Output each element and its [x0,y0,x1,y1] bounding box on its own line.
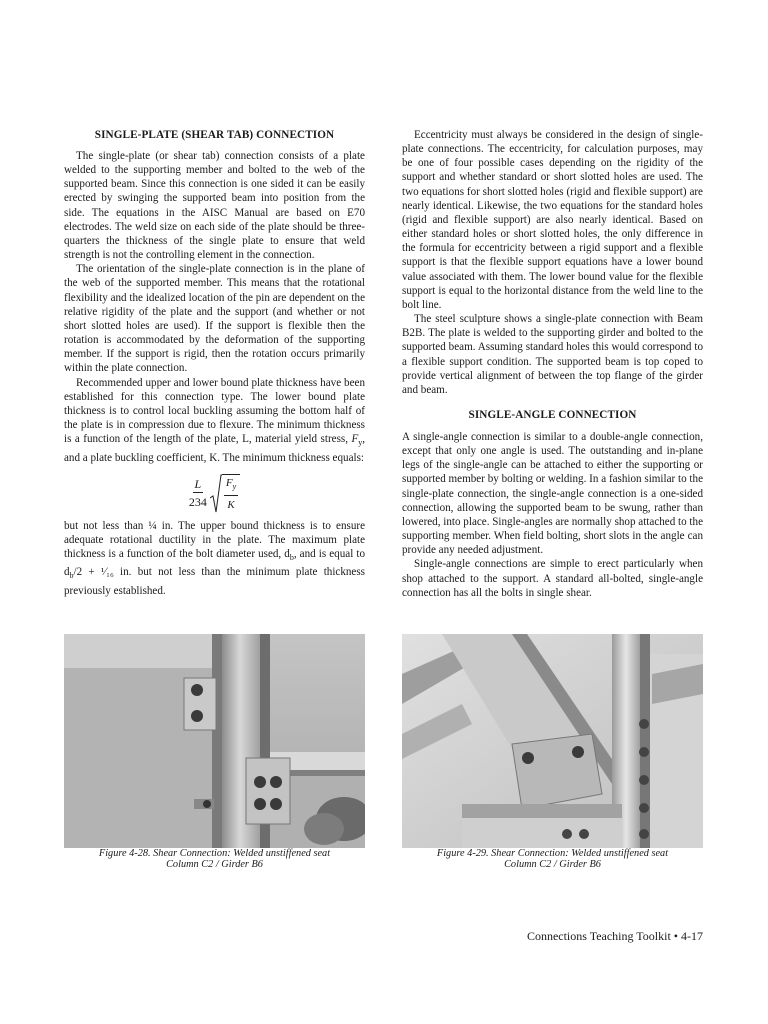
text-run: , and a plate buckling coefficient, K. The minimum thickness equals: [64,433,365,464]
page-footer: Connections Teaching Toolkit • 4-17 [526,929,703,943]
paragraph: The single-plate (or shear tab) connection consists of a plate welded to the supporting member and bolted to the web of the supported beam. Since this connection is one sided it can be easily erected by swinging the supported beam into position from the side. The equations in the AISC Manual are based on E70 electrodes. The weld size on each side of the plate should be three-quarters the thickness of the single plate to ensure that weld strength is not the controlling element in the connection. [64,150,365,262]
subscript: b [69,571,74,581]
paragraph: Eccentricity must always be considered in the design of single-plate connections. The eccentricity, for calculation purposes, may be one of four possible cases depending on the rigidity of the support and whether standard or short slotted holes are used. The two equations for short slotted holes (rigid and flexible support) are nearly identical. Likewise, the two equations for the standard holes (rigid and flexible support) are also nearly identical. Based on either standard holes or short slotted holes, the only difference in the formula for eccentricity between a rigid support and a flexible support is that the flexible support equations have a lower bound value associated with them. The lower bound value for the flexible support is equal to the horizontal distance from the weld line to the bolt line. [402,129,703,311]
left-column [64,128,365,598]
subscript: b [289,553,294,563]
radicand-fraction [224,476,238,513]
figure-4-28-photo [64,634,365,848]
steel-connection-image [64,634,365,848]
min-thickness-formula [64,471,365,517]
caption-line: Column C2 / Girder B6 [166,859,263,870]
caption-line: Figure 4-29. Shear Connection: Welded unstiffened seat [436,848,669,859]
figure-4-29-photo [402,634,703,848]
paragraph: The orientation of the single-plate connection is in the plane of the web of the supported member. This means that the rotational flexibility and the idealized location of the pin are dependent on the relative rigidity of the plate and the support (and whether or not short slotted holes are used). If the support is flexible then the rotation is accommodated by the deformation of the supporting member. If the support is rigid, then the rotation occurs primarily within the plate connection. [64,263,365,375]
figure-4-28-caption [64,848,365,870]
square-root [210,474,240,514]
section-heading-single-angle: SINGLE-ANGLE CONNECTION [468,408,637,421]
text-run: /2 + ¹⁄₁₆ in. but not less than the minimum plate thickness previously established. [64,566,365,597]
radicand-denominator: K [227,499,235,512]
text-run: , and is equal to d [64,547,365,579]
paragraph [64,519,365,598]
radical-sign-icon [210,474,222,514]
steel-connection-image [402,634,703,848]
caption-line: Column C2 / Girder B6 [504,859,601,870]
caption-line: Figure 4-28. Shear Connection: Welded unstiffened seat [98,848,331,859]
formula-fraction [189,477,207,510]
formula-denominator: 234 [188,495,207,510]
subscript: y [358,438,363,448]
radicand [222,474,240,514]
text-run: Recommended upper and lower bound plate thickness have been established for this connection type. The lower bound plate thickness is to control local buckling assuming the bottom half of the plate is in compression due to flexure. The minimum thickness is a function of the length of the plate, L, material yield stress, [64,376,365,446]
paragraph: A single-angle connection is similar to a double-angle connection, except that only one angle is used. The outstanding and in-plane legs of the single-angle can be attached to either the supporting or supported member by bolting or welding. In a fashion similar to the single-plate connection, the single-angle connection is a one-sided connection, allowing the supported beam to be swung, rather than lowered, into place. Single-angles are normally shop attached to the supporting member. When field bolting, short slots in the angle can provide any needed adjustment. [402,430,703,557]
paragraph: The steel sculpture shows a single-plate connection with Beam B2B. The plate is welded to the supporting girder and bolted to the supported beam. Assuming standard holes this would correspond to a flexible support condition. The supported beam is top coped to provide vertical alignment of between the top flange of the girder and beam. [402,313,703,396]
figure-4-29-caption [402,848,703,870]
text-run: but not less than ¼ in. The upper bound thickness is to ensure adequate rotational ductility in the plate. The maximum plate thickness is a function of the bolt diameter used, d [64,519,365,560]
paragraph [64,376,365,465]
formula-numerator: L [194,477,202,492]
right-column [402,128,703,600]
paragraph: Single-angle connections are simple to erect particularly when shop attached to the support. A standard all-bolted, single-angle connection has all the bolts in single shear. [402,558,703,599]
section-heading-single-plate: SINGLE-PLATE (SHEAR TAB) CONNECTION [94,129,335,141]
symbol-fy: F [351,433,359,446]
radicand-numerator: $F_y$ [224,476,238,496]
